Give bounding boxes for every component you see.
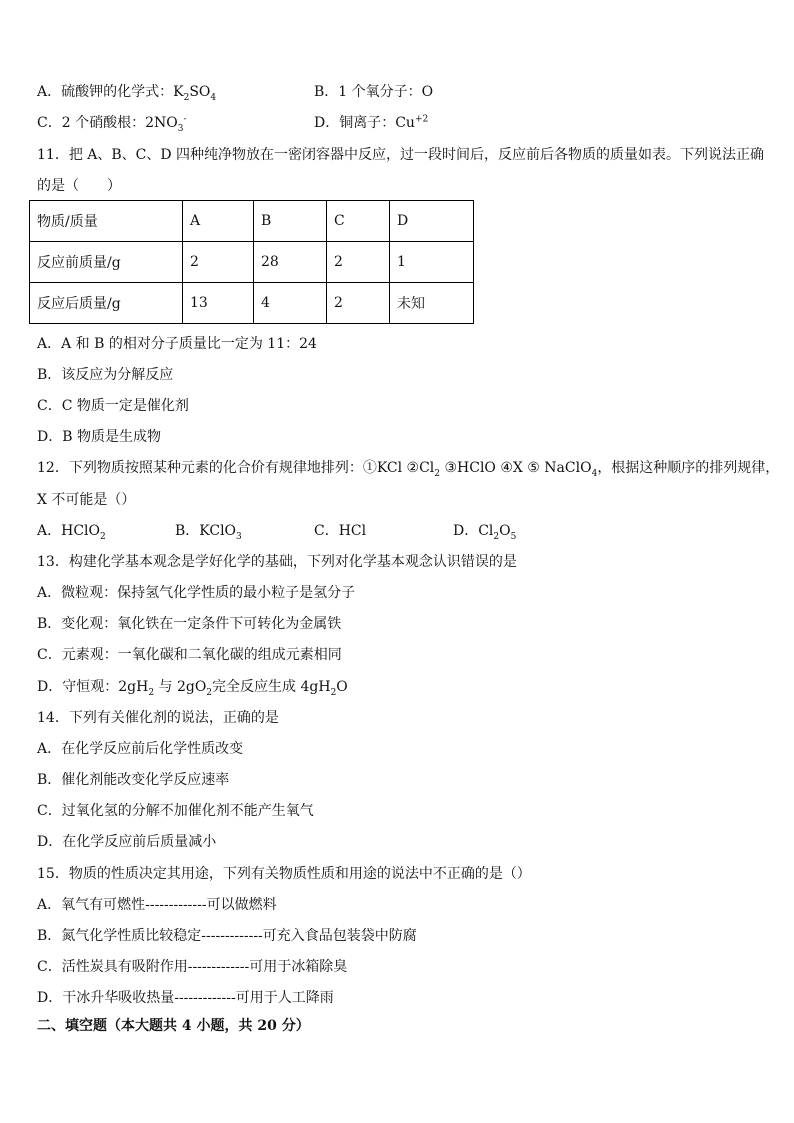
q12-option-b: B．KClO$_3$ xyxy=(175,523,242,542)
q10-option-c: C．2 个硝酸根：$2NO_3^-$ xyxy=(37,114,187,134)
q14-option-d: D．在化学反应前后质量减小 xyxy=(37,834,217,850)
q11-option-d: D．B 物质是生成物 xyxy=(37,429,161,445)
q15-option-d: D．干冰升华吸收热量-------------可用于人工降雨 xyxy=(37,990,334,1006)
table-cell: 反应后质量/g xyxy=(30,283,183,324)
table-row xyxy=(30,283,474,324)
q13-option-b: B．变化观：氧化铁在一定条件下可转化为金属铁 xyxy=(37,616,342,632)
table-cell: 2 xyxy=(327,283,390,324)
q15-option-c: C．活性炭具有吸附作用-------------可用于冰箱除臭 xyxy=(37,959,348,975)
q13-stem: 13．构建化学基本观念是学好化学的基础，下列对化学基本观念认识错误的是 xyxy=(37,554,517,570)
q12-option-d: D．$Cl_2O_5$ xyxy=(453,523,517,542)
q11-option-a: A．A 和 B 的相对分子质量比一定为 11：24 xyxy=(37,336,317,352)
q13-option-c: C．元素观：一氧化碳和二氧化碳的组成元素相同 xyxy=(37,647,342,663)
table-header-cell: C xyxy=(327,201,390,242)
q14-stem: 14．下列有关催化剂的说法，正确的是 xyxy=(37,710,279,726)
q10-option-d: D．铜离子：$Cu^{+2}$ xyxy=(314,114,429,131)
q12-option-a: A．HClO$_2$ xyxy=(37,523,106,542)
q11-stem-line2: 的是（ ） xyxy=(37,178,121,194)
table-header-cell: D xyxy=(390,201,474,242)
q13-option-d: D．守恒观：$2gH_2$ 与 $2gO_2$完全反应生成 $4gH_2O$ xyxy=(37,679,348,698)
table-cell: 4 xyxy=(254,283,327,324)
q11-option-b: B．该反应为分解反应 xyxy=(37,367,174,383)
table-cell: 1 xyxy=(390,242,474,283)
q12-option-c: C．HCl xyxy=(314,523,367,539)
q15-stem: 15．物质的性质决定其用途，下列有关物质性质和用途的说法中不正确的是（） xyxy=(37,866,531,882)
q10-option-a: A．硫酸钾的化学式：$K_2SO_4$ xyxy=(37,84,217,103)
q14-option-b: B．催化剂能改变化学反应速率 xyxy=(37,772,230,788)
q11-mass-table xyxy=(29,200,474,324)
q13-option-a: A．微粒观：保持氢气化学性质的最小粒子是氢分子 xyxy=(37,585,356,601)
q15-option-b: B．氮气化学性质比较稳定-------------可充入食品包装袋中防腐 xyxy=(37,928,417,944)
table-cell: 未知 xyxy=(390,283,474,324)
q15-option-a: A．氧气有可燃性-------------可以做燃料 xyxy=(37,897,277,913)
table-header-row xyxy=(30,201,474,242)
table-cell: 2 xyxy=(327,242,390,283)
table-header-cell: B xyxy=(254,201,327,242)
q10-option-b: B．1 个氧分子：O xyxy=(314,84,434,100)
q14-option-c: C．过氧化氢的分解不加催化剂不能产生氧气 xyxy=(37,803,314,819)
q12-stem-line1: 12．下列物质按照某种元素的化合价有规律地排列：①KCl $②Cl_2$ ③HClO ④X ⑤ NaClO$_4$，根据这种顺序的排列规律， xyxy=(37,460,780,479)
section-2-title: 二、填空题（本大题共 4 小题，共 20 分） xyxy=(37,1018,310,1034)
q11-option-c: C．C 物质一定是催化剂 xyxy=(37,398,189,414)
table-header-cell: A xyxy=(183,201,254,242)
table-row xyxy=(30,242,474,283)
table-cell: 反应前质量/g xyxy=(30,242,183,283)
q12-stem-line2: X 不可能是（） xyxy=(37,492,136,508)
table-cell: 28 xyxy=(254,242,327,283)
q14-option-a: A．在化学反应前后化学性质改变 xyxy=(37,741,244,757)
table-header-cell: 物质/质量 xyxy=(30,201,183,242)
q11-stem-line1: 11．把 A、B、C、D 四种纯净物放在一密闭容器中反应，过一段时间后，反应前后各物质的质量如表。下列说法正确 xyxy=(37,147,765,163)
table-cell: 13 xyxy=(183,283,254,324)
table-cell: 2 xyxy=(183,242,254,283)
